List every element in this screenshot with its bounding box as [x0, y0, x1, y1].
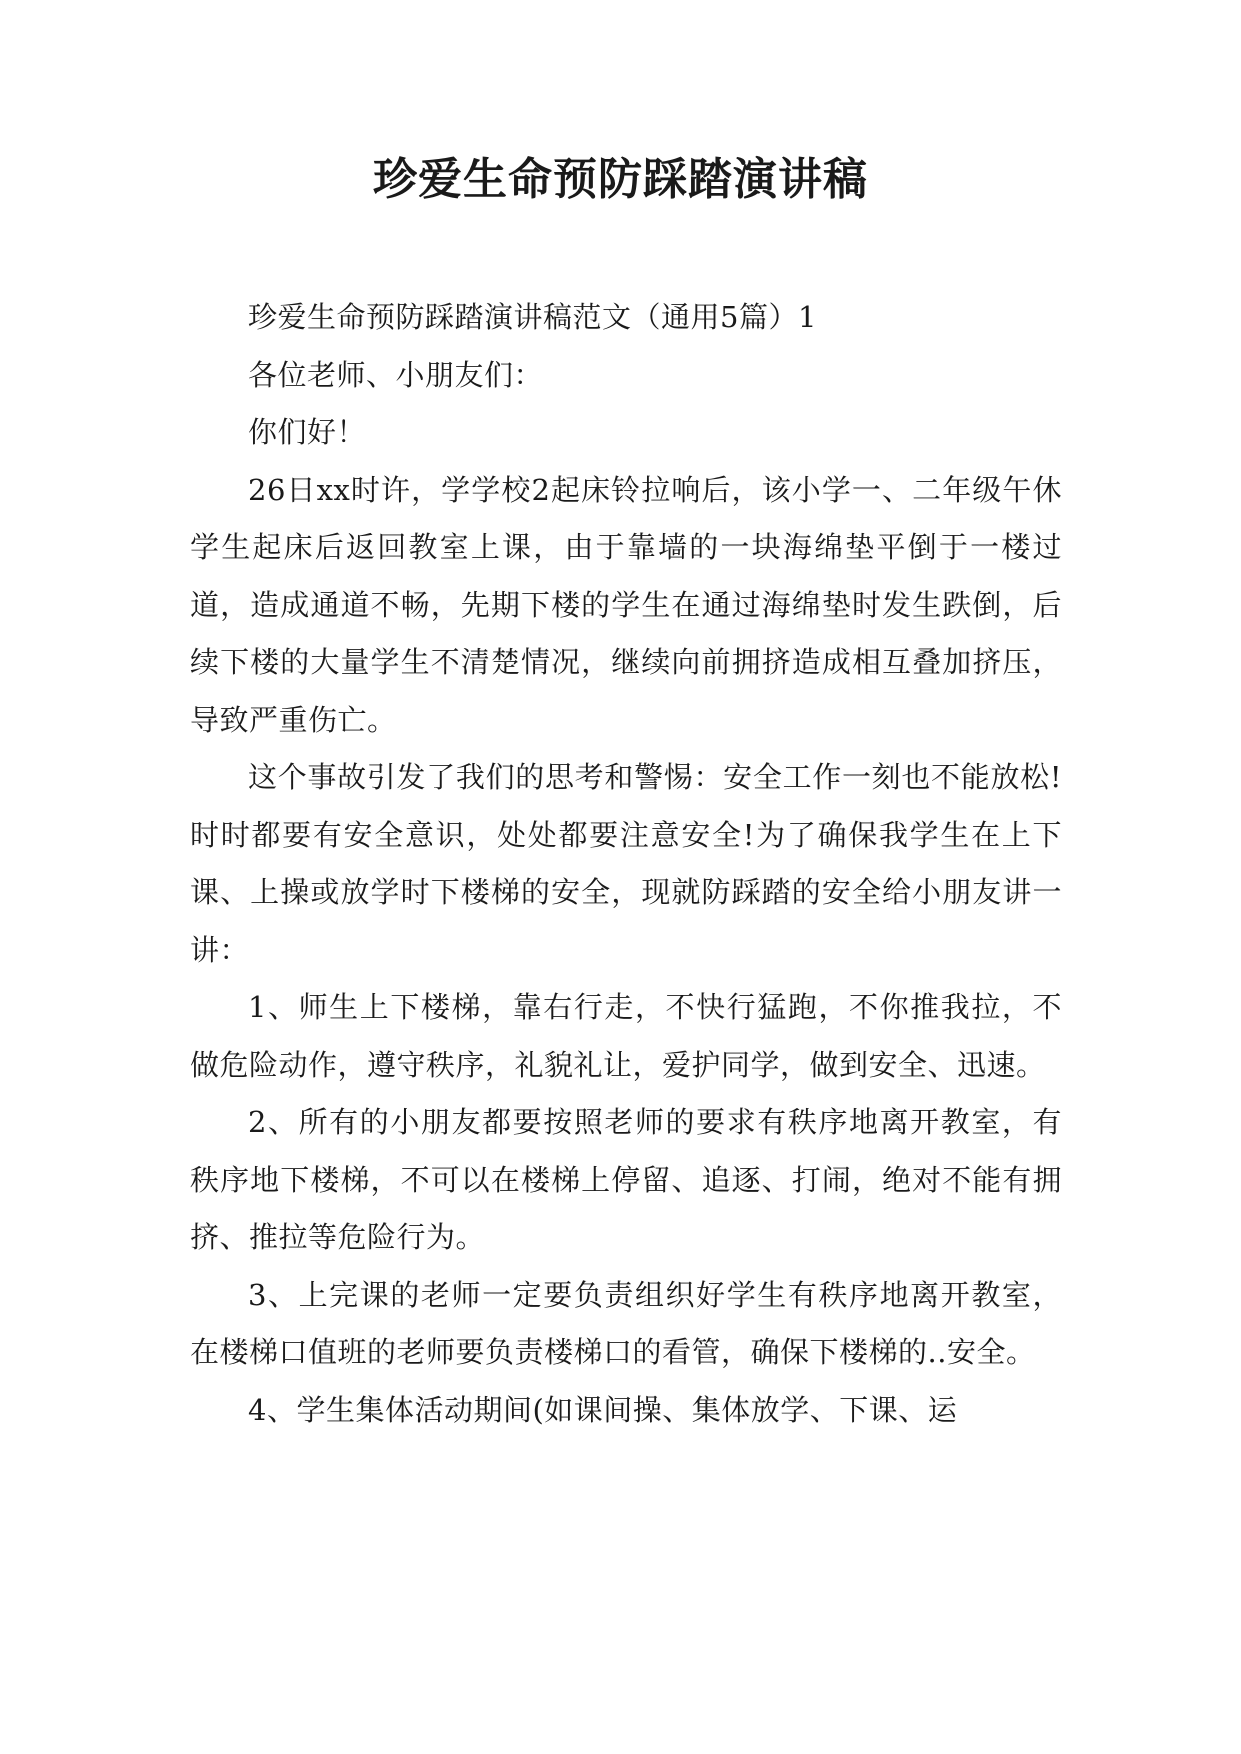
paragraph-incident: 26日xx时许，学学校2起床铃拉响后，该小学一、二年级午休学生起床后返回教室上课，由于靠墙的一块海绵垫平倒于一楼过道，造成通道不畅，先期下楼的学生在通过海绵垫时发生跌倒，后续下楼的大量学生不清楚情况，继续向前拥挤造成相互叠加挤压，导致严重伤亡。: [190, 472, 1062, 737]
document-body: [190, 289, 1062, 1439]
paragraph-salutation: 各位老师、小朋友们：: [248, 357, 544, 392]
paragraph-heading: 珍爱生命预防踩踏演讲稿范文（通用5篇）1: [248, 300, 817, 334]
paragraph-rule-4: 4、学生集体活动期间(如课间操、集体放学、下课、运: [248, 1392, 958, 1427]
paragraph-rule-3: 3、上完课的老师一定要负责组织好学生有秩序地离开教室，在楼梯口值班的老师要负责楼梯口的看管，确保下楼梯的..安全。: [190, 1277, 1062, 1369]
paragraph-rule-2: 2、所有的小朋友都要按照老师的要求有秩序地离开教室，有秩序地下楼梯，不可以在楼梯上停留、追逐、打闹，绝对不能有拥挤、推拉等危险行为。: [190, 1105, 1062, 1254]
document-title: 珍爱生命预防踩踏演讲稿: [373, 154, 868, 205]
paragraph-greeting: 你们好！: [248, 415, 367, 449]
paragraph-reflection: 这个事故引发了我们的思考和警惕：安全工作一刻也不能放松!时时都要有安全意识，处处都要注意安全!为了确保我学生在上下课、上操或放学时下楼梯的安全，现就防踩踏的安全给小朋友讲一讲：: [190, 760, 1062, 967]
paragraph-rule-1: 1、师生上下楼梯，靠右行走，不快行猛跑，不你推我拉，不做危险动作，遵守秩序，礼貌礼让，爱护同学，做到安全、迅速。: [190, 990, 1062, 1082]
